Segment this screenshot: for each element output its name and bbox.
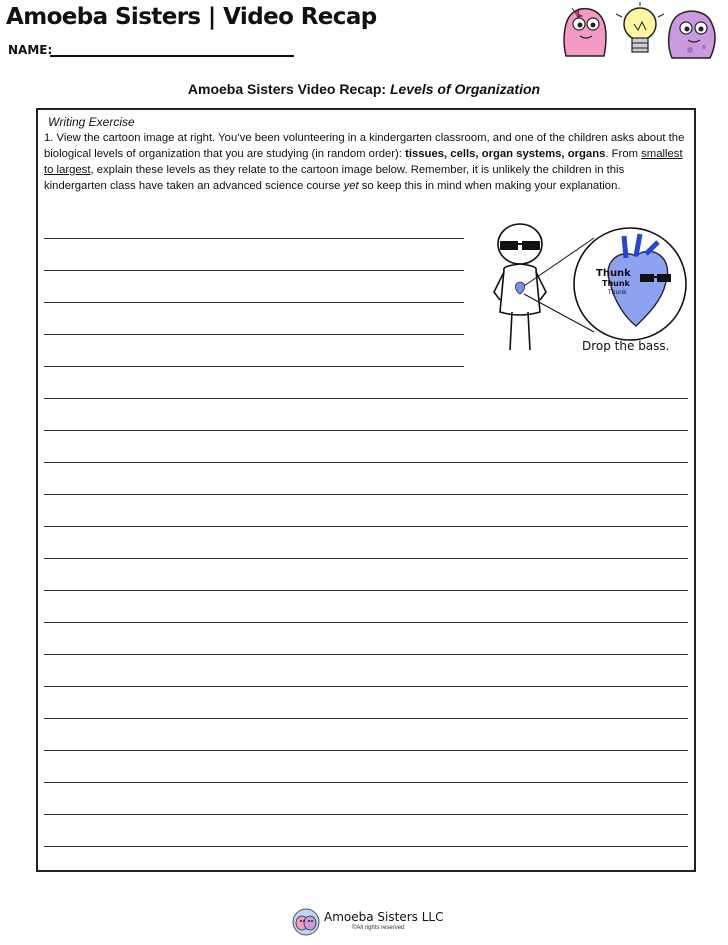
brand-title: Amoeba Sisters | Video Recap (6, 4, 377, 30)
writing-line[interactable] (44, 814, 688, 815)
thunk-sound-3: Thunk (608, 289, 627, 296)
writing-line[interactable] (44, 238, 464, 239)
writing-line[interactable] (44, 270, 464, 271)
writing-line[interactable] (44, 334, 464, 335)
writing-line[interactable] (44, 462, 688, 463)
writing-line[interactable] (44, 526, 688, 527)
writing-line[interactable] (44, 494, 688, 495)
thunk-sound-1: Thunk (596, 268, 631, 279)
writing-line[interactable] (44, 782, 688, 783)
writing-line[interactable] (44, 654, 688, 655)
page-title: Amoeba Sisters Video Recap: Levels of Organization (187, 81, 541, 97)
thunk-sound-2: Thunk (602, 279, 630, 288)
writing-line[interactable] (44, 718, 688, 719)
footer-rights: ©All rights reserved (352, 925, 405, 931)
exercise-label: Writing Exercise (48, 115, 135, 129)
writing-line[interactable] (44, 590, 688, 591)
writing-line[interactable] (44, 846, 688, 847)
name-line[interactable] (50, 55, 294, 57)
writing-line[interactable] (44, 430, 688, 431)
cartoon-heart-icon (490, 222, 700, 352)
cartoon-caption: Drop the bass. (582, 339, 670, 352)
footer-company: Amoeba Sisters LLC (324, 910, 444, 924)
writing-exercise-box (36, 108, 696, 872)
writing-line[interactable] (44, 558, 688, 559)
amoeba-logo-icon (292, 908, 320, 936)
name-label: NAME: (8, 43, 53, 57)
writing-line[interactable] (44, 366, 464, 367)
writing-line[interactable] (44, 622, 688, 623)
writing-line[interactable] (44, 686, 688, 687)
exercise-prompt: 1. View the cartoon image at right. You’ve been volunteering in a kindergarten classroom, and one of the children asks about the biological levels of organization that you are studying (in random order): tissues, cells, organ systems, organs. From smallest to largest, explain these levels as they relate to the cartoon image below. Remember, it is unlikely the children in this kindergarten class have taken an advanced science course yet so keep this in mind when making your explanation. (44, 132, 685, 192)
writing-line[interactable] (44, 750, 688, 751)
writing-line[interactable] (44, 398, 688, 399)
writing-line[interactable] (44, 302, 464, 303)
page-title-topic: Levels of Organization (389, 81, 541, 97)
amoeba-mascots-icon (560, 0, 720, 62)
